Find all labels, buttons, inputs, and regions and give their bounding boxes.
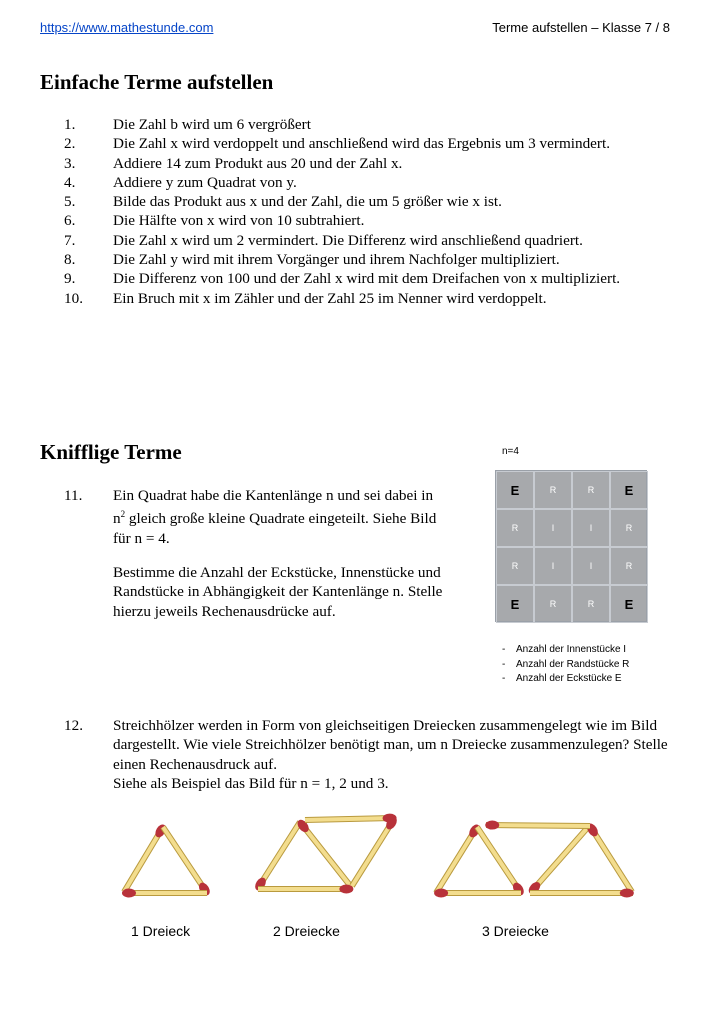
task11-line2 [113, 505, 481, 528]
header-title: Terme aufstellen – Klasse 7 / 8 [492, 20, 670, 35]
task-item-number: 1. [64, 116, 76, 133]
matchstick [477, 827, 526, 897]
task-item-number: 5. [64, 193, 76, 211]
task-item-text: Die Hälfte von x wird von 10 subtrahiert. [113, 212, 365, 230]
matchstick [585, 822, 632, 892]
grid-label: n=4 [502, 446, 519, 457]
task-item-5 [64, 192, 684, 211]
matchstick [485, 820, 590, 829]
matchstick [434, 889, 521, 898]
task11-line1: Ein Quadrat habe die Kantenlänge n und sei dabei in [113, 487, 434, 504]
legend-dash: - [502, 644, 506, 655]
legend-dash: - [502, 673, 506, 684]
task11-paragraph2: Bestimme die Anzahl der Eckstücke, Innenstücke und Randstücke in Abhängigkeit der Kantenlänge n. Stelle hierzu jeweils Rechenausdrücke auf. [113, 564, 443, 620]
matchstick [305, 813, 397, 822]
task-item-6 [64, 211, 684, 230]
task-item-4 [64, 173, 684, 192]
task11-line2-rest: gleich große kleine Quadrate eingeteilt. Siehe Bild [125, 510, 437, 528]
grid-cell: R [534, 471, 572, 509]
square-grid [495, 470, 647, 622]
matchstick [436, 823, 482, 893]
task-item-1 [64, 115, 684, 134]
grid-cell: I [534, 509, 572, 547]
task-item-text: Ein Bruch mit x im Zähler und der Zahl 25 im Nenner wird verdoppelt. [113, 289, 547, 307]
task-item-number: 4. [64, 173, 76, 191]
matchstick [530, 889, 634, 898]
task-item-8 [64, 250, 684, 269]
task-item-7 [64, 231, 684, 250]
task-item-text: Bilde das Produkt aus x und der Zahl, die um 5 größer wie x ist. [113, 193, 502, 211]
legend-item [502, 672, 629, 687]
grid-cell: R [572, 585, 610, 623]
task-item-number: 6. [64, 212, 76, 230]
label-3-dreiecke: 3 Dreiecke [482, 923, 549, 939]
task11-superscript: 2 [120, 509, 126, 520]
task-item-2 [64, 134, 684, 153]
task-item-number: 3. [64, 154, 76, 172]
header-url-link[interactable]: https://www.mathestunde.com [40, 20, 214, 35]
task-item-number: 8. [64, 251, 76, 269]
task-item-text: Die Differenz von 100 und der Zahl x wird mit dem Dreifachen von x multipliziert. [113, 270, 621, 288]
grid-cell: R [496, 509, 534, 547]
legend-item [502, 643, 629, 658]
task-item-text: Die Zahl x wird um 2 vermindert. Die Differenz wird anschließend quadriert. [113, 231, 583, 249]
legend-dash: - [502, 658, 506, 670]
task-item-number: 7. [64, 231, 76, 249]
legend-text: Anzahl der Innenstücke I [516, 644, 627, 655]
grid-cell: R [610, 547, 648, 585]
section2-title: Knifflige Terme [40, 440, 182, 464]
matchstick [295, 818, 352, 888]
grid-cell: E [496, 471, 534, 509]
grid-cell: R [496, 547, 534, 585]
grid-cell: I [534, 547, 572, 585]
task-item-number: 2. [64, 135, 76, 153]
task-item-number: 9. [64, 270, 76, 288]
task12-example-line: Siehe als Beispiel das Bild für n = 1, 2 und 3. [113, 774, 389, 792]
task-item-number: 10. [64, 289, 83, 307]
task12-text [113, 716, 673, 793]
matchstick-head [339, 885, 353, 894]
task-item-text: Die Zahl b wird um 6 vergrößert [113, 116, 311, 133]
label-2-dreiecke: 2 Dreiecke [273, 923, 340, 939]
matchstick-head [620, 889, 634, 898]
task12-paragraph: Streichhölzer werden in Form von gleichseitigen Dreiecken zusammengelegt wie im Bild dargestellt. Wie viele Streichhölzer benötigt man, um n Dreiecke zusammenzulegen? Stelle einen Rechenausdruck auf. [113, 717, 668, 773]
grid-cell: E [496, 585, 534, 623]
matchstick [258, 885, 353, 894]
matchstick [163, 827, 212, 897]
grid-cell: R [572, 471, 610, 509]
matchstick [124, 823, 168, 892]
grid-legend [502, 643, 629, 687]
task11-paragraph1 [113, 486, 481, 548]
task11-number: 11. [64, 487, 83, 504]
task12-number: 12. [64, 717, 83, 734]
task-item-text: Die Zahl x wird verdoppelt und anschließend wird das Ergebnis um 3 vermindert. [113, 135, 610, 153]
grid-cell: I [572, 509, 610, 547]
section1-title: Einfache Terme aufstellen [40, 70, 274, 94]
legend-item [502, 658, 629, 673]
grid-cell: R [610, 509, 648, 547]
grid-cell: E [610, 585, 648, 623]
task-item-text: Die Zahl y wird mit ihrem Vorgänger und ihrem Nachfolger multipliziert. [113, 251, 560, 269]
task-item-9 [64, 269, 684, 288]
matchstick-figure [0, 800, 716, 920]
task11-line3: für n = 4. [113, 529, 170, 547]
matchstick [253, 822, 300, 892]
grid-cell: E [610, 471, 648, 509]
matchstick-head [122, 889, 136, 898]
grid-cell: I [572, 547, 610, 585]
matchstick [352, 815, 399, 886]
matchstick [526, 826, 589, 896]
matchstick-head [485, 820, 499, 829]
task-item-text: Addiere y zum Quadrat von y. [113, 173, 297, 191]
label-1-dreieck: 1 Dreieck [131, 923, 191, 939]
grid-cell: R [534, 585, 572, 623]
legend-text: Anzahl der Eckstücke E [516, 673, 622, 684]
task-list [64, 115, 684, 308]
task-item-3 [64, 154, 684, 173]
task11-n: n [113, 510, 121, 528]
matchstick [122, 889, 207, 898]
task-item-10 [64, 289, 684, 308]
task-item-text: Addiere 14 zum Produkt aus 20 und der Zahl x. [113, 154, 403, 172]
matchstick-head [434, 889, 448, 898]
legend-text: Anzahl der Randstücke R [516, 658, 630, 670]
